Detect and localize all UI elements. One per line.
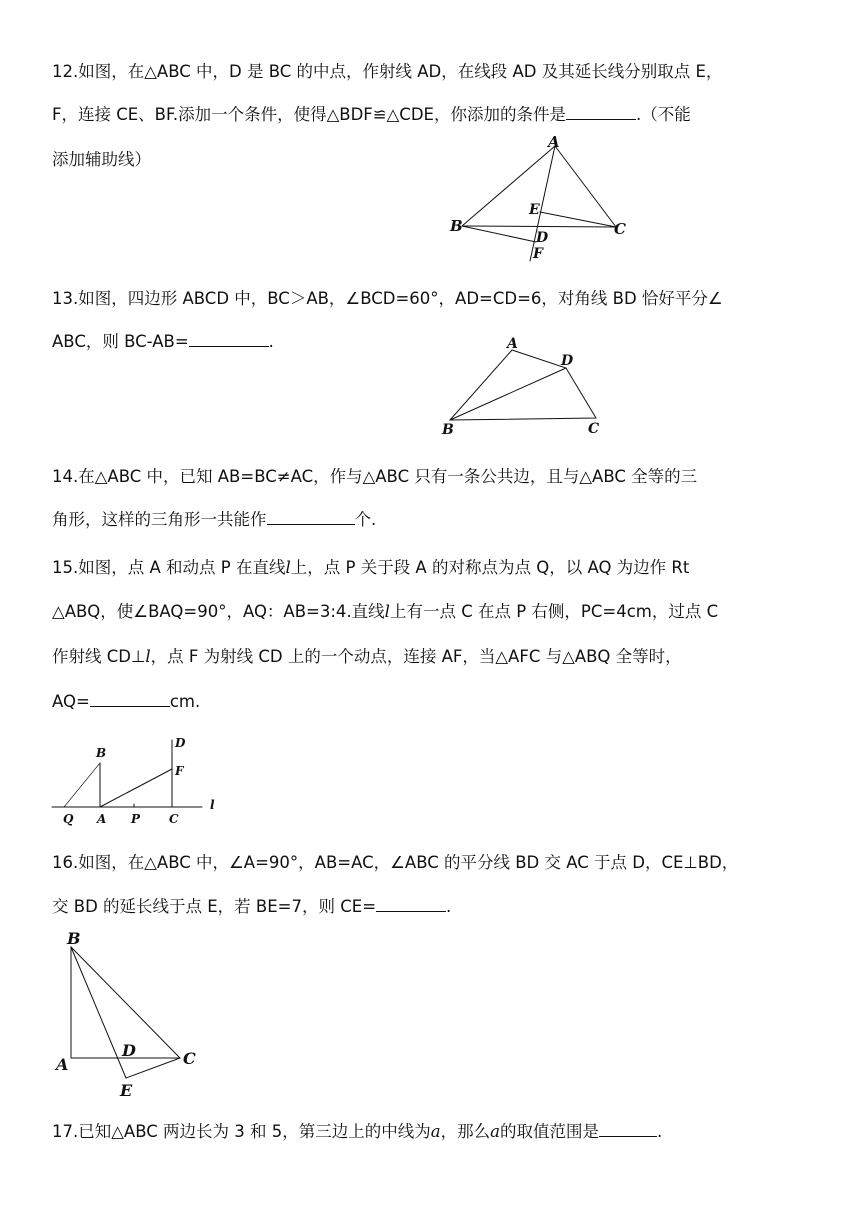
q15-label-l: l xyxy=(210,798,215,812)
q15-line-1: 15.如图，点 A 和动点 P 在直线l上，点 P 关于段 A 的对称点为点 Q，以 AQ 为边作 Rt xyxy=(52,558,690,577)
answer-blank-q13[interactable] xyxy=(189,330,269,347)
q15-label-D: D xyxy=(175,736,186,750)
q15-label-F: F xyxy=(175,764,184,778)
answer-blank-q15[interactable] xyxy=(90,690,170,707)
q15-label-C: C xyxy=(169,812,179,826)
q12-label-B: B xyxy=(450,217,463,235)
q16-label-A: A xyxy=(56,1055,69,1074)
q13-label-B: B xyxy=(442,422,454,438)
answer-blank-q16[interactable] xyxy=(376,895,446,912)
q16-label-B: B xyxy=(67,929,81,948)
q12-label-F: F xyxy=(533,246,543,262)
q13-figure xyxy=(440,330,620,440)
q15-line-4: AQ= cm. xyxy=(52,692,201,711)
q15-label-B: B xyxy=(96,746,107,760)
q12-label-E: E xyxy=(529,202,540,218)
variable-a-symbol: a xyxy=(430,1122,441,1141)
q16-figure xyxy=(52,925,222,1105)
q16-line-1: 16.如图，在△ABC 中，∠A=90°，AB=AC，∠ABC 的平分线 BD 交 AC 于点 D，CE⊥BD， xyxy=(52,853,739,872)
q12-line-3: 添加辅助线） xyxy=(52,150,151,169)
answer-blank-q12[interactable] xyxy=(566,103,636,120)
q15-line-2: △ABQ，使∠BAQ=90°，AQ：AB=3:4.直线l上有一点 C 在点 P 右侧，PC=4cm，过点 C xyxy=(52,602,719,621)
q16-label-E: E xyxy=(120,1081,133,1100)
line-l-symbol: l xyxy=(384,602,390,621)
q12-line-1: 12.如图，在△ABC 中，D 是 BC 的中点，作射线 AD，在线段 AD 及其延长线分别取点 E， xyxy=(52,62,723,81)
q17-line-1: 17.已知△ABC 两边长为 3 和 5，第三边上的中线为a，那么a的取值范围是 . xyxy=(52,1122,663,1141)
q12-label-C: C xyxy=(614,220,626,238)
q13-line-2: ABC，则 BC-AB= . xyxy=(52,332,274,351)
q12-label-D: D xyxy=(536,230,549,246)
q12-label-A: A xyxy=(548,133,560,151)
q15-label-A: A xyxy=(97,812,107,826)
answer-blank-q17[interactable] xyxy=(599,1120,657,1137)
q13-line-1: 13.如图，四边形 ABCD 中，BC＞AB，∠BCD=60°，AD=CD=6，对角线 BD 恰好平分∠ xyxy=(52,289,723,308)
q12-line-2: F，连接 CE、BF.添加一个条件，使得△BDF≌△CDE，你添加的条件是 .（不能 xyxy=(52,105,691,124)
q15-label-Q: Q xyxy=(63,812,74,826)
q15-line-3: 作射线 CD⊥l，点 F 为射线 CD 上的一个动点，连接 AF，当△AFC 与△ABQ 全等时， xyxy=(52,647,682,666)
line-l-symbol: l xyxy=(145,647,151,666)
q16-line-2: 交 BD 的延长线于点 E，若 BE=7，则 CE= . xyxy=(52,897,452,916)
q14-line-1: 14.在△ABC 中，已知 AB=BC≠AC，作与△ABC 只有一条公共边，且与△ABC 全等的三 xyxy=(52,467,698,486)
line-l-symbol: l xyxy=(285,558,291,577)
q13-label-A: A xyxy=(507,336,518,352)
q15-label-P: P xyxy=(131,812,141,826)
variable-a-symbol: a xyxy=(490,1122,500,1141)
q16-label-D: D xyxy=(122,1041,136,1060)
q14-line-2: 角形，这样的三角形一共能作 个. xyxy=(52,510,377,529)
q13-label-D: D xyxy=(561,353,574,369)
q12-figure xyxy=(440,130,640,270)
q13-label-C: C xyxy=(588,421,600,437)
q15-figure xyxy=(52,735,232,830)
q16-label-C: C xyxy=(183,1049,196,1068)
answer-blank-q14[interactable] xyxy=(267,508,355,525)
